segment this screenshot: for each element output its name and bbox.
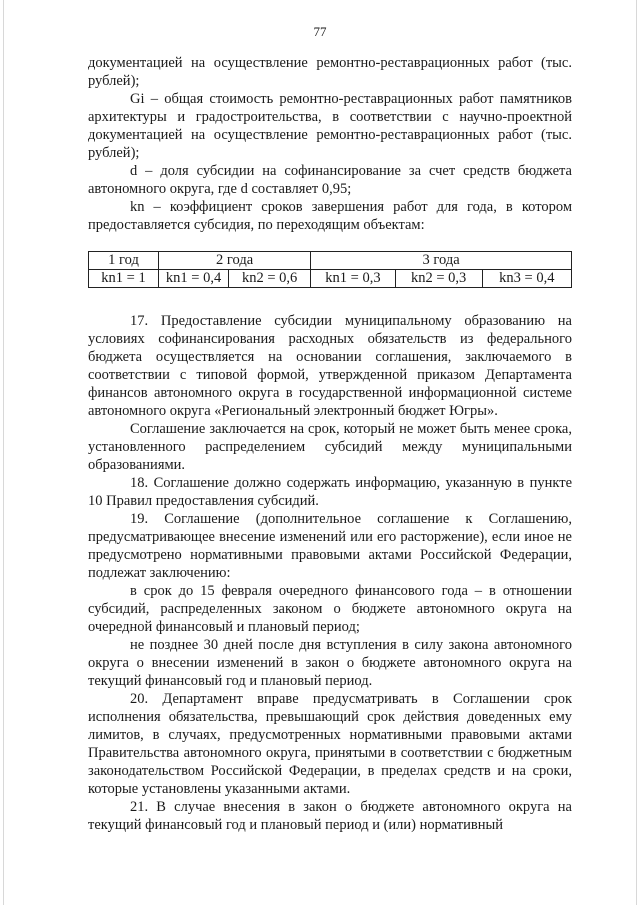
paragraph: 18. Соглашение должно содержать информацию, указанную в пункте 10 Правил предоставления субсидий. xyxy=(88,475,572,509)
cell-year3-kn1: kn1 = 0,3 xyxy=(311,270,396,288)
table-header-row xyxy=(89,252,572,270)
paragraph: 21. В случае внесения в закон о бюджете автономного округа на текущий финансовый год и плановый период и (или) нормативный xyxy=(88,799,572,833)
coefficient-table xyxy=(88,251,572,288)
paragraph: документацией на осуществление ремонтно-реставрационных работ (тыс. рублей); xyxy=(88,55,572,89)
paragraph: d – доля субсидии на софинансирование за счет средств бюджета автономного округа, где d составляет 0,95; xyxy=(88,163,572,197)
document-body xyxy=(88,54,572,834)
cell-year3-kn2: kn2 = 0,3 xyxy=(395,270,482,288)
paragraph: Соглашение заключается на срок, который не может быть менее срока, установленного распределением субсидий между муниципальными образованиями. xyxy=(88,421,572,473)
table-row xyxy=(89,270,572,288)
paragraph: kn – коэффициент сроков завершения работ для года, в котором предоставляется субсидия, по переходящим объектам: xyxy=(88,199,572,233)
paragraph: 20. Департамент вправе предусматривать в Соглашении срок исполнения обязательства, превышающий срок действия доведенных ему лимитов, в случаях, предусмотренных нормативными правовыми актами Правительства автономного округа, принятыми в соответствии с бюджетным законодательством Российской Федерации, в пределах средств и на сроки, которые установлены указанными актами. xyxy=(88,691,572,797)
cell-year2-kn1: kn1 = 0,4 xyxy=(159,270,229,288)
paragraph: в срок до 15 февраля очередного финансового года – в отношении субсидий, распределенных законом о бюджете автономного округа на очередной финансовый и плановый период; xyxy=(88,583,572,635)
paragraph: не позднее 30 дней после дня вступления в силу закона автономного округа о внесении изменений в закон о бюджете автономного округа на текущий финансовый год и плановый период. xyxy=(88,637,572,689)
header-year3: 3 года xyxy=(311,252,572,270)
paragraph: Gi – общая стоимость ремонтно-реставрационных работ памятников архитектуры и градостроительства, в соответствии с научно-проектной документацией на осуществление ремонтно-реставрационных работ (тыс. рублей); xyxy=(88,91,572,161)
scan-edge-right xyxy=(636,0,637,905)
header-year2: 2 года xyxy=(159,252,311,270)
paragraphs-before-table xyxy=(88,54,572,234)
scan-edge-left xyxy=(3,0,4,905)
page-number: 77 xyxy=(313,24,327,39)
cell-year2-kn2: kn2 = 0,6 xyxy=(229,270,311,288)
cell-year3-kn3: kn3 = 0,4 xyxy=(482,270,571,288)
paragraph: 19. Соглашение (дополнительное соглашение к Соглашению, предусматривающее внесение изменений или его расторжение), если иное не предусмотрено нормативными правовыми актами Российской Федерации, подлежат заключению: xyxy=(88,511,572,581)
paragraph: 17. Предоставление субсидии муниципальному образованию на условиях софинансирования расходных обязательств из федерального бюджета осуществляется на основании соглашения, заключаемого в соответствии с типовой формой, утвержденной приказом Департамента финансов автономного округа в государственной информационной системе автономного округа «Региональный электронный бюджет Югры». xyxy=(88,313,572,419)
cell-year1-kn1: kn1 = 1 xyxy=(89,270,159,288)
header-year1: 1 год xyxy=(89,252,159,270)
paragraphs-after-table xyxy=(88,312,572,834)
